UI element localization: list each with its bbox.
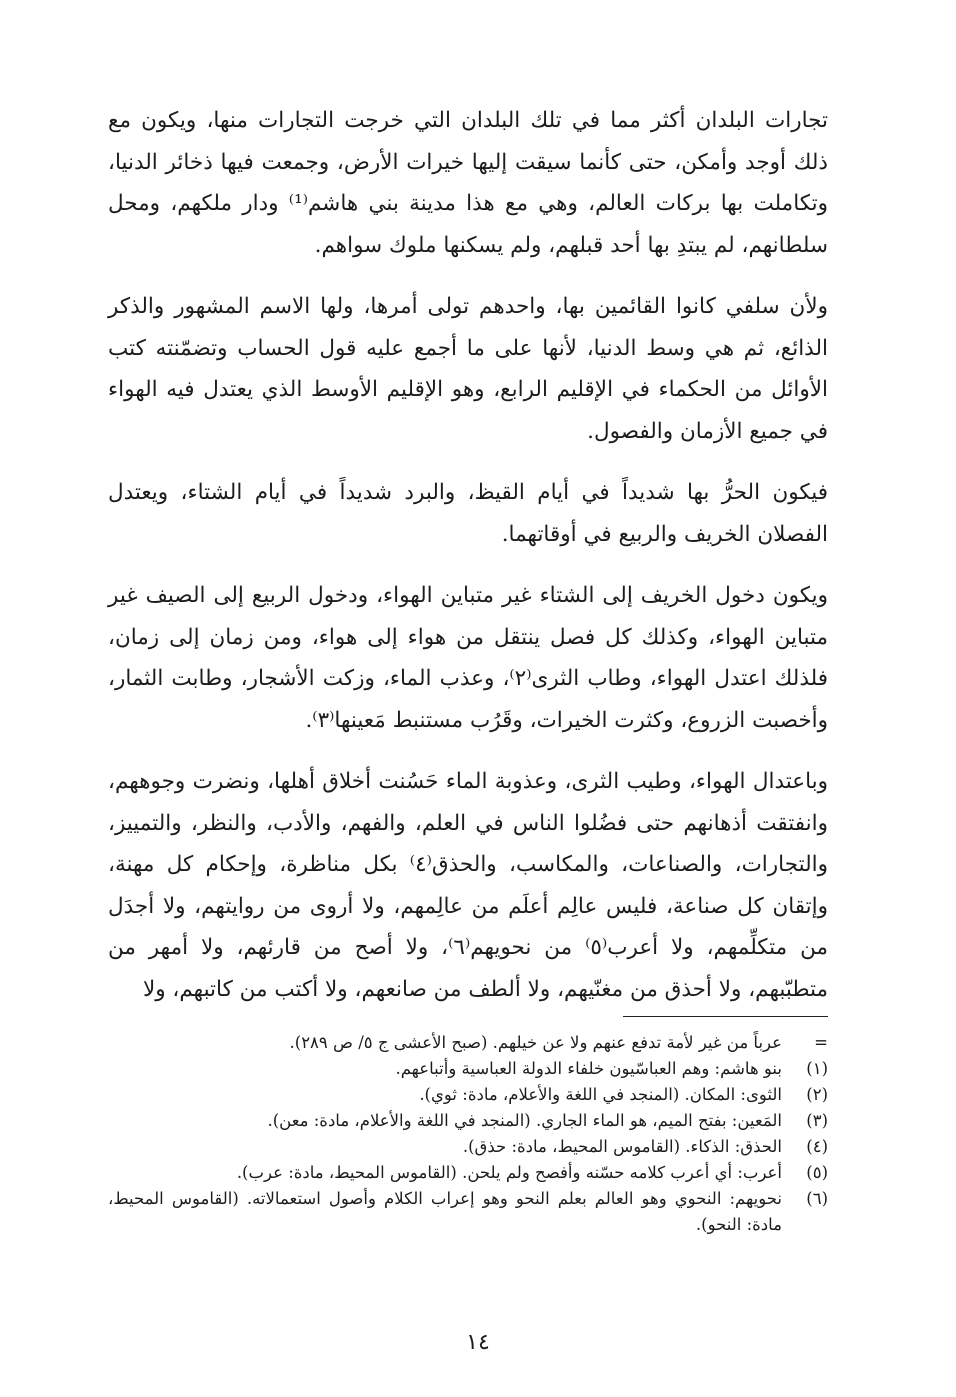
footnote-number: (٢) bbox=[806, 1085, 828, 1104]
footnote-3 bbox=[108, 1108, 828, 1134]
footnote-number: (١) bbox=[806, 1059, 828, 1078]
paragraph-3: فيكون الحرُّ بها شديداً في أيام القيظ، والبرد شديداً في أيام الشتاء، ويعتدل الفصلان الخريف والربيع في أوقاتهما. bbox=[108, 480, 828, 547]
footnote-6 bbox=[108, 1186, 828, 1238]
footnote-4 bbox=[108, 1134, 828, 1160]
footnote-5 bbox=[108, 1160, 828, 1186]
footnote-continuation bbox=[108, 1030, 828, 1056]
footnote-text: المَعين: بفتح الميم، هو الماء الجاري. (المنجد في اللغة والأعلام، مادة: معن). bbox=[267, 1111, 782, 1130]
main-text bbox=[108, 100, 828, 1030]
footnote-divider bbox=[623, 1016, 828, 1017]
paragraph-5: وباعتدال الهواء، وطيب الثرى، وعذوبة الماء حَسُنت أخلاق أهلها، ونضرت وجوههم، وانفتقت أذهانهم حتى فضُلوا الناس في العلم، والفهم، والأدب، والنظر، والتمييز، والتجارات، والصناعات، والمكاسب، والحذق⁽٤⁾ بكل مناظرة، وإحكام كل مهنة، وإتقان كل صناعة، فليس عالِم أعلَم من عالِمهم، ولا أروى من روايتهم، ولا أجدَل من متكلِّمهم، ولا أعرب⁽٥⁾ من نحويهم⁽٦⁾، ولا أصح من قارئهم، ولا أمهر من متطبّبهم، ولا أحذق من مغنّيهم، ولا ألطف من صانعهم، ولا أكتب من كاتبهم، ولا bbox=[108, 769, 828, 1002]
footnote-2 bbox=[108, 1082, 828, 1108]
page-number: ١٤ bbox=[466, 1330, 490, 1355]
footnote-number: (٥) bbox=[806, 1163, 828, 1182]
footnote-text: أعرب: أي أعرب كلامه حسّنه وأفصح ولم يلحن. (القاموس المحيط، مادة: عرب). bbox=[236, 1163, 782, 1182]
paragraph-1: تجارات البلدان أكثر مما في تلك البلدان التي خرجت التجارات منها، ويكون مع ذلك أوجد وأمكن، حتى كأنما سيقت إليها خيرات الأرض، وجمعت فيها ذخائر الدنيا، وتكاملت بها بركات العالم، وهي مع هذا مدينة بني هاشم⁽¹⁾ ودار ملكهم، ومحل سلطانهم، لم يبتدِ بها أحد قبلهم، ولم يسكنها ملوك سواهم. bbox=[108, 108, 828, 258]
footnote-text: الحذق: الذكاء. (القاموس المحيط، مادة: حذق). bbox=[462, 1137, 782, 1156]
footnote-number: (٦) bbox=[806, 1189, 828, 1208]
footnote-text: الثوى: المكان. (المنجد في اللغة والأعلام، مادة: ثوي). bbox=[419, 1085, 782, 1104]
paragraph-4: ويكون دخول الخريف إلى الشتاء غير متباين الهواء، ودخول الربيع إلى الصيف غير متباين الهواء، وكذلك كل فصل ينتقل من هواء إلى هواء، ومن زمان إلى زمان، فلذلك اعتدل الهواء، وطاب الثرى⁽٢⁾، وعذب الماء، وزكت الأشجار، وطابت الثمار، وأخصبت الزروع، وكثرت الخيرات، وقَرُب مستنبط مَعينها⁽٣⁾. bbox=[108, 583, 829, 733]
footnote-text: عرباً من غير لأمة تدفع عنهم ولا عن خيلهم. (صبح الأعشى ج ٥/ ص ٢٨٩). bbox=[289, 1033, 782, 1052]
footnote-text: نحويهم: النحوي وهو العالم بعلم النحو وهو إعراب الكلام وأصول استعمالاته. (القاموس المحيط، مادة: النحو). bbox=[108, 1189, 782, 1234]
paragraph-2: ولأن سلفي كانوا القائمين بها، واحدهم تولى أمرها، ولها الاسم المشهور والذكر الذائع، ثم هي وسط الدنيا، لأنها على ما أجمع عليه قول الحساب وتضمّنته كتب الأوائل من الحكماء في الإقليم الرابع، وهو الإقليم الأوسط الذي يعتدل فيه الهواء في جميع الأزمان والفصول. bbox=[108, 294, 828, 444]
footnote-number: (٤) bbox=[806, 1137, 828, 1156]
footnote-1 bbox=[108, 1056, 828, 1082]
footnotes bbox=[108, 1030, 828, 1238]
footnote-text: بنو هاشم: وهم العباسّيون خلفاء الدولة العباسية وأتباعهم. bbox=[395, 1059, 782, 1078]
footnote-number: (٣) bbox=[806, 1111, 828, 1130]
footnote-marker: = bbox=[814, 1033, 828, 1052]
